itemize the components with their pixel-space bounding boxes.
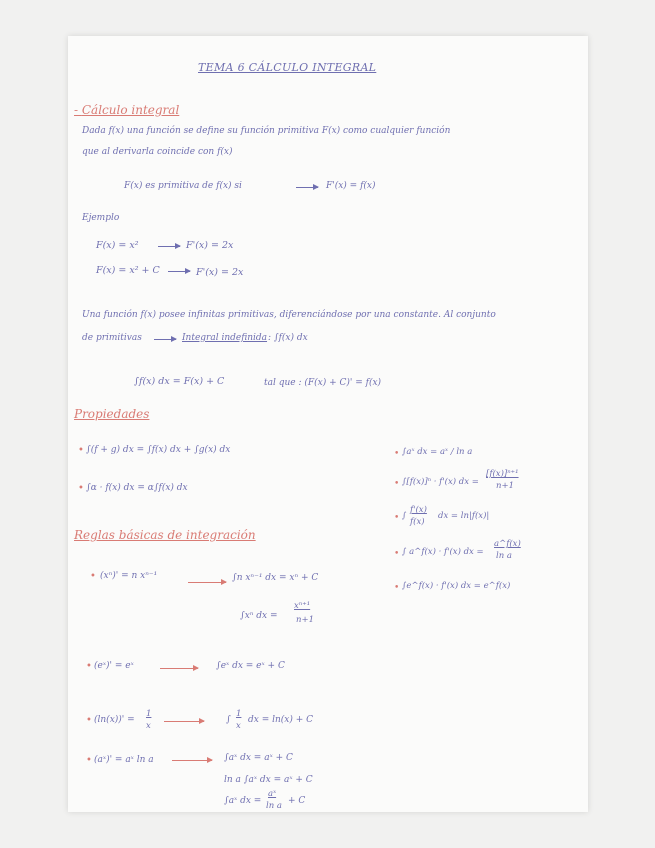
property-1: ∫(f + g) dx = ∫f(x) dx + ∫g(x) dx	[86, 445, 231, 455]
right-rule-3-right: dx = ln|f(x)|	[438, 511, 490, 521]
rule-3-right: dx = ln(x) + C	[248, 715, 314, 725]
bullet-icon: •	[394, 549, 400, 559]
arrow-icon	[296, 187, 318, 188]
bullet-icon: •	[394, 479, 400, 489]
example-label: Ejemplo	[82, 213, 120, 223]
rule-3-right-denominator: x	[236, 721, 241, 731]
right-rule-3-denominator: f(x)	[410, 517, 425, 527]
example-2-left: F(x) = x² + C	[96, 265, 160, 276]
rule-2-left: (eˣ)' = eˣ	[94, 661, 134, 671]
right-rule-2-denominator: n+1	[496, 481, 515, 491]
infinite-primitives-line-1: Una función f(x) posee infinitas primitivas, diferenciándose por una constante. Al conjunto	[82, 310, 496, 320]
bullet-icon: •	[86, 715, 92, 726]
arrow-icon	[154, 339, 176, 340]
right-rule-4-numerator: a^f(x)	[494, 539, 521, 549]
rule-1-right: ∫n xⁿ⁻¹ dx = xⁿ + C	[232, 573, 319, 583]
arrow-icon	[160, 668, 198, 669]
infinite-primitives-line-2c: : ∫f(x) dx	[268, 333, 308, 343]
right-rule-1: ∫aˣ dx = aˣ / ln a	[402, 447, 473, 457]
integral-definition-right: tal que : (F(x) + C)' = f(x)	[264, 378, 382, 388]
heading-calculo-integral: - Cálculo integral	[74, 103, 180, 117]
bullet-icon: •	[394, 513, 400, 523]
arrow-icon	[168, 271, 190, 272]
property-2: ∫α · f(x) dx = α∫f(x) dx	[86, 483, 188, 493]
definition-line-2: que al derivarla coincide con f(x)	[82, 147, 233, 157]
rule-3-frac-denominator: x	[146, 721, 151, 731]
rule-4-right-1: ∫aˣ dx = aˣ + C	[224, 753, 293, 763]
example-1-left: F(x) = x²	[96, 240, 139, 251]
example-1-right: F'(x) = 2x	[186, 240, 234, 251]
bullet-icon: •	[90, 571, 96, 582]
heading-propiedades: Propiedades	[74, 407, 150, 421]
rule-1-sub-numerator: xⁿ⁺¹	[294, 601, 311, 611]
infinite-primitives-line-2a: de primitivas	[82, 333, 142, 343]
definition-formula-right: F'(x) = f(x)	[326, 181, 376, 191]
example-2-right: F'(x) = 2x	[196, 267, 244, 278]
page-title: TEMA 6 CÁLCULO INTEGRAL	[198, 61, 377, 74]
arrow-icon	[172, 760, 212, 761]
rule-4-right-3-denominator: ln a	[266, 801, 282, 811]
definition-formula-left: F(x) es primitiva de f(x) si	[124, 181, 242, 191]
heading-reglas-basicas: Reglas básicas de integración	[74, 528, 256, 542]
rule-1-sub-denominator: n+1	[296, 615, 315, 625]
bullet-icon: •	[394, 449, 400, 459]
bullet-icon: •	[86, 755, 92, 766]
right-rule-3-numerator: f'(x)	[410, 505, 427, 515]
bullet-icon: •	[394, 583, 400, 593]
rule-4-right-3a: ∫aˣ dx =	[224, 796, 262, 806]
arrow-icon	[158, 246, 180, 247]
rule-3-right-numerator: 1	[236, 709, 242, 719]
rule-3-left: (ln(x))' =	[94, 715, 135, 725]
integral-definition-left: ∫f(x) dx = F(x) + C	[134, 376, 225, 387]
integral-sign: ∫	[402, 511, 407, 521]
right-rule-2-left: ∫[f(x)]ⁿ · f'(x) dx =	[402, 477, 479, 487]
right-rule-4-left: ∫ a^f(x) · f'(x) dx =	[402, 547, 484, 557]
bullet-icon: •	[78, 445, 84, 456]
integral-indefinida-label: Integral indefinida	[182, 333, 268, 343]
definition-line-1: Dada f(x) una función se define su función primitiva F(x) como cualquier función	[82, 126, 451, 136]
heading-calculo-integral-text: Cálculo integral	[81, 103, 180, 117]
rule-4-left: (aˣ)' = aˣ ln a	[94, 755, 154, 765]
notebook-page	[68, 36, 588, 812]
rule-1-left: (xⁿ)' = n xⁿ⁻¹	[100, 571, 158, 581]
arrow-icon	[164, 721, 204, 722]
bullet-icon: •	[78, 483, 84, 494]
rule-4-right-3b: + C	[288, 796, 306, 806]
right-rule-5: ∫e^f(x) · f'(x) dx = e^f(x)	[402, 581, 511, 591]
rule-4-right-2: ln a ∫aˣ dx = aˣ + C	[224, 775, 313, 785]
arrow-icon	[188, 582, 226, 583]
rule-3-integral-sign: ∫	[226, 715, 231, 725]
bullet-icon: •	[86, 661, 92, 672]
rule-4-right-3-numerator: aˣ	[268, 789, 277, 799]
right-rule-4-denominator: ln a	[496, 551, 512, 561]
rule-2-right: ∫eˣ dx = eˣ + C	[216, 661, 285, 671]
rule-1-sub-left: ∫xⁿ dx =	[240, 611, 278, 621]
right-rule-2-numerator: [f(x)]ⁿ⁺¹	[486, 469, 519, 479]
rule-3-frac-numerator: 1	[146, 709, 152, 719]
